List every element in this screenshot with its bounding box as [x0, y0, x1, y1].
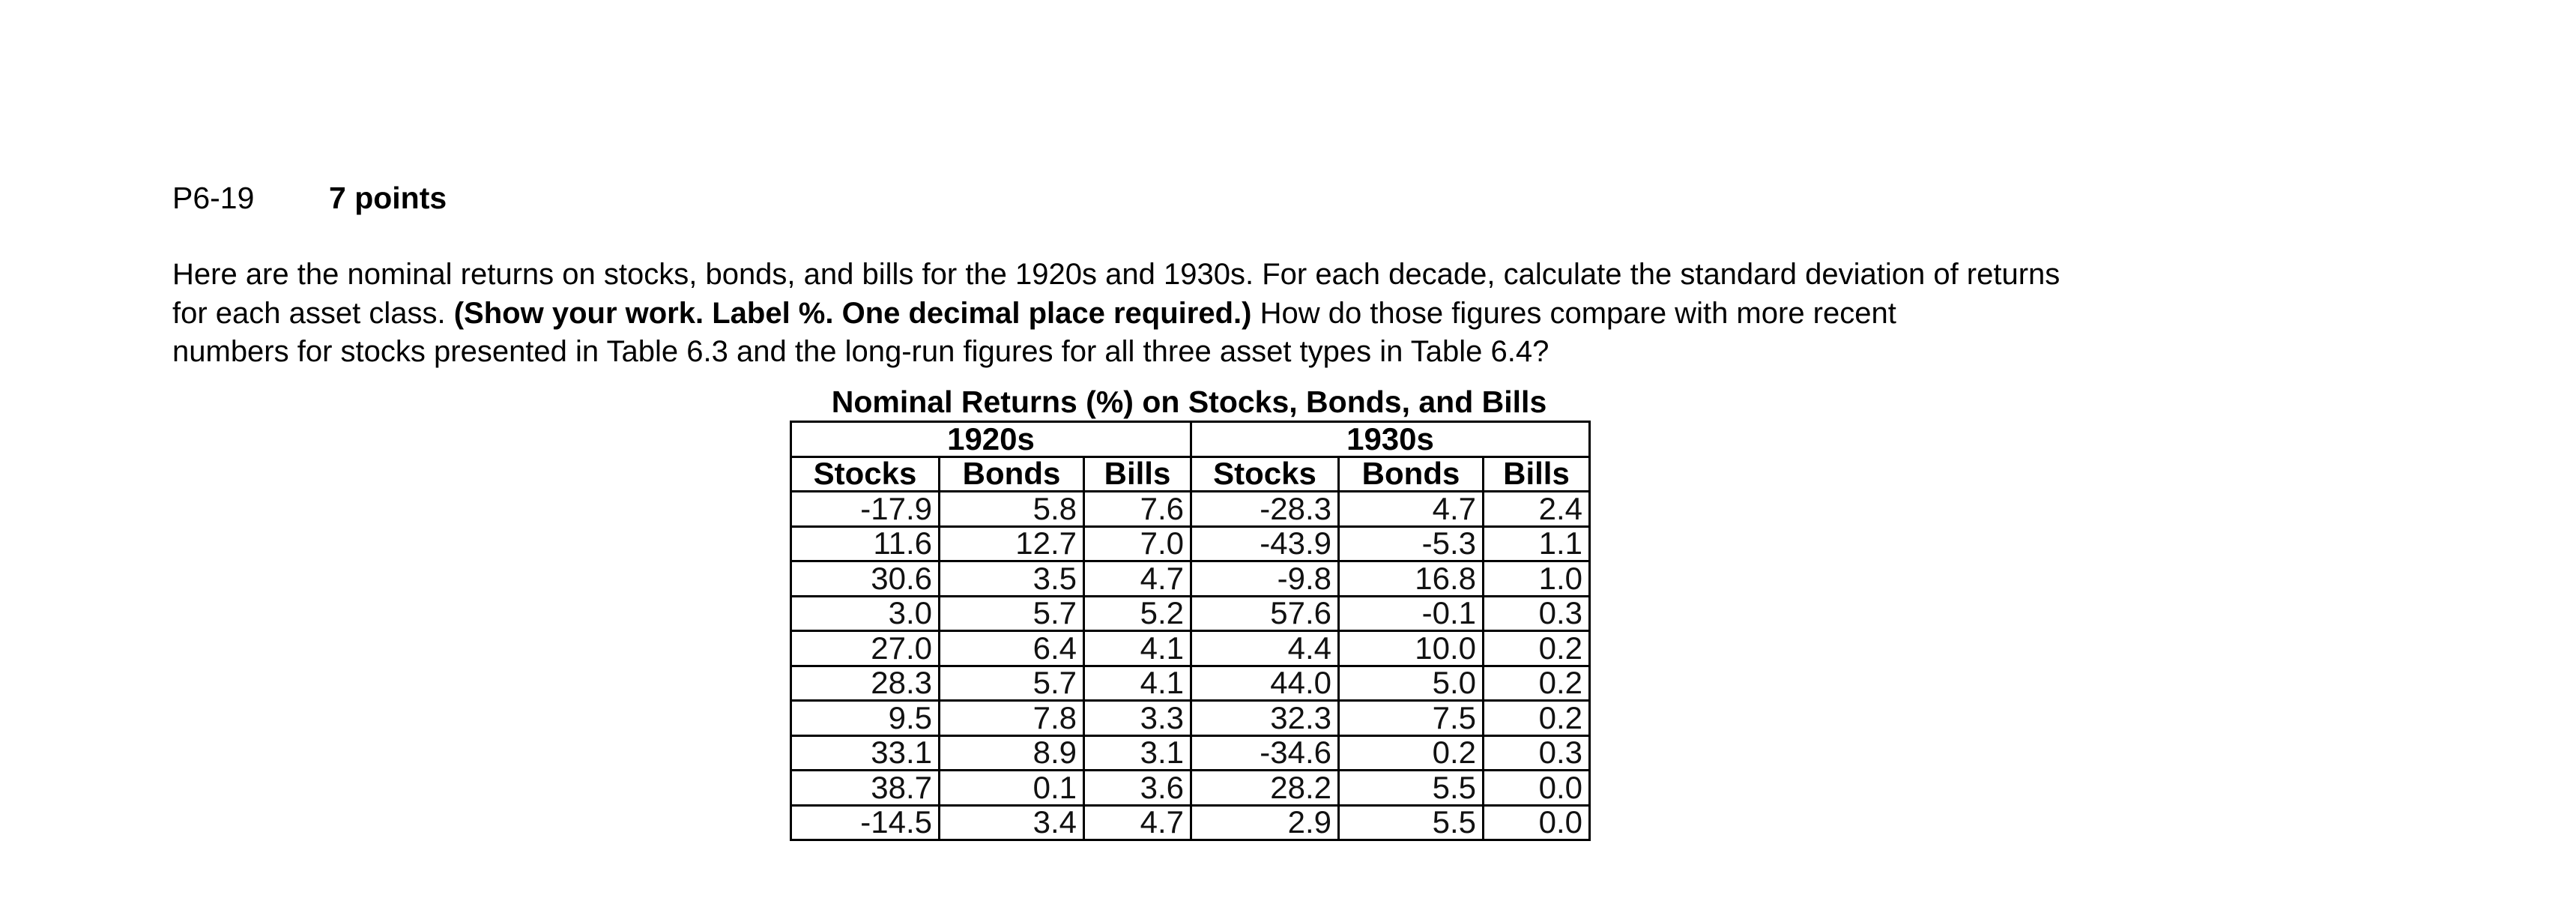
cell-bills-1920s: 7.6	[1084, 492, 1191, 527]
table-row	[791, 526, 1590, 561]
column-header-stocks-1930s: Stocks	[1191, 457, 1339, 492]
cell-bonds-1920s: 7.8	[940, 701, 1084, 736]
column-header-bonds-1930s: Bonds	[1339, 457, 1484, 492]
cell-bonds-1920s: 12.7	[940, 526, 1084, 561]
column-header-bonds-1920s: Bonds	[940, 457, 1084, 492]
cell-stocks-1930s: 57.6	[1191, 596, 1339, 631]
cell-stocks-1920s: 33.1	[791, 735, 940, 771]
cell-stocks-1920s: 38.7	[791, 771, 940, 806]
cell-stocks-1930s: 2.9	[1191, 805, 1339, 840]
cell-bills-1930s: 0.0	[1484, 805, 1590, 840]
cell-bonds-1930s: 10.0	[1339, 631, 1484, 666]
cell-bonds-1930s: 5.5	[1339, 771, 1484, 806]
cell-bills-1920s: 4.1	[1084, 631, 1191, 666]
cell-stocks-1930s: -34.6	[1191, 735, 1339, 771]
cell-stocks-1930s: 28.2	[1191, 771, 1339, 806]
cell-bills-1930s: 0.3	[1484, 596, 1590, 631]
question-text	[172, 256, 2345, 372]
cell-bonds-1920s: 0.1	[940, 771, 1084, 806]
cell-bills-1920s: 4.7	[1084, 805, 1191, 840]
cell-bills-1920s: 3.6	[1084, 771, 1191, 806]
cell-stocks-1930s: -9.8	[1191, 561, 1339, 597]
table-row	[791, 771, 1590, 806]
cell-bills-1920s: 7.0	[1084, 526, 1191, 561]
cell-bills-1920s: 3.3	[1084, 701, 1191, 736]
decade-header-1930s: 1930s	[1191, 422, 1590, 457]
column-header-bills-1920s: Bills	[1084, 457, 1191, 492]
cell-stocks-1920s: -14.5	[791, 805, 940, 840]
cell-bonds-1930s: -5.3	[1339, 526, 1484, 561]
table-title: Nominal Returns (%) on Stocks, Bonds, and Bills	[831, 385, 1547, 419]
cell-bonds-1930s: 5.5	[1339, 805, 1484, 840]
cell-bonds-1920s: 5.7	[940, 666, 1084, 701]
cell-stocks-1930s: 44.0	[1191, 666, 1339, 701]
returns-table	[790, 421, 1591, 841]
column-header-bills-1930s: Bills	[1484, 457, 1590, 492]
table-row	[791, 596, 1590, 631]
column-header-row	[791, 457, 1590, 492]
table-row	[791, 701, 1590, 736]
cell-stocks-1920s: 28.3	[791, 666, 940, 701]
cell-stocks-1930s: -43.9	[1191, 526, 1339, 561]
cell-bills-1920s: 4.1	[1084, 666, 1191, 701]
cell-bills-1930s: 0.2	[1484, 666, 1590, 701]
cell-bonds-1930s: -0.1	[1339, 596, 1484, 631]
column-header-stocks-1920s: Stocks	[791, 457, 940, 492]
cell-stocks-1920s: 11.6	[791, 526, 940, 561]
table-row	[791, 666, 1590, 701]
question-instructions-bold: (Show your work. Label %. One decimal place required.)	[453, 296, 1252, 330]
cell-bills-1930s: 0.0	[1484, 771, 1590, 806]
cell-bonds-1920s: 5.7	[940, 596, 1084, 631]
cell-bonds-1920s: 5.8	[940, 492, 1084, 527]
cell-stocks-1920s: 30.6	[791, 561, 940, 597]
question-line-2-end: How do those figures compare with more recent	[1251, 296, 1896, 330]
cell-stocks-1920s: 27.0	[791, 631, 940, 666]
cell-bonds-1930s: 0.2	[1339, 735, 1484, 771]
cell-bills-1920s: 4.7	[1084, 561, 1191, 597]
cell-bills-1920s: 5.2	[1084, 596, 1191, 631]
decade-header-row	[791, 422, 1590, 457]
cell-bonds-1920s: 8.9	[940, 735, 1084, 771]
cell-stocks-1920s: 9.5	[791, 701, 940, 736]
cell-bills-1930s: 0.2	[1484, 631, 1590, 666]
cell-bills-1920s: 3.1	[1084, 735, 1191, 771]
cell-stocks-1920s: -17.9	[791, 492, 940, 527]
cell-stocks-1930s: 32.3	[1191, 701, 1339, 736]
cell-stocks-1920s: 3.0	[791, 596, 940, 631]
question-line-2-start: for each asset class.	[172, 296, 454, 330]
table-row	[791, 805, 1590, 840]
cell-bonds-1920s: 6.4	[940, 631, 1084, 666]
table-row	[791, 561, 1590, 597]
table-row	[791, 631, 1590, 666]
returns-table-body	[791, 492, 1590, 840]
cell-bonds-1930s: 5.0	[1339, 666, 1484, 701]
table-row	[791, 735, 1590, 771]
question-line-1: Here are the nominal returns on stocks, bonds, and bills for the 1920s and 1930s. For each decade, calculate the standard deviation of returns	[172, 258, 2061, 291]
table-row	[791, 492, 1590, 527]
decade-header-1920s: 1920s	[791, 422, 1191, 457]
cell-bonds-1930s: 4.7	[1339, 492, 1484, 527]
cell-bills-1930s: 1.0	[1484, 561, 1590, 597]
problem-points: 7 points	[329, 181, 447, 215]
cell-bills-1930s: 1.1	[1484, 526, 1590, 561]
cell-bills-1930s: 2.4	[1484, 492, 1590, 527]
problem-id: P6-19	[172, 181, 255, 215]
cell-stocks-1930s: -28.3	[1191, 492, 1339, 527]
problem-header	[172, 177, 447, 219]
cell-bills-1930s: 0.3	[1484, 735, 1590, 771]
cell-stocks-1930s: 4.4	[1191, 631, 1339, 666]
cell-bonds-1930s: 16.8	[1339, 561, 1484, 597]
cell-bonds-1920s: 3.5	[940, 561, 1084, 597]
cell-bonds-1920s: 3.4	[940, 805, 1084, 840]
cell-bills-1930s: 0.2	[1484, 701, 1590, 736]
question-line-2	[172, 295, 2345, 334]
question-line-3: numbers for stocks presented in Table 6.3 and the long-run figures for all three asset types in Table 6.4?	[172, 335, 1549, 368]
cell-bonds-1930s: 7.5	[1339, 701, 1484, 736]
